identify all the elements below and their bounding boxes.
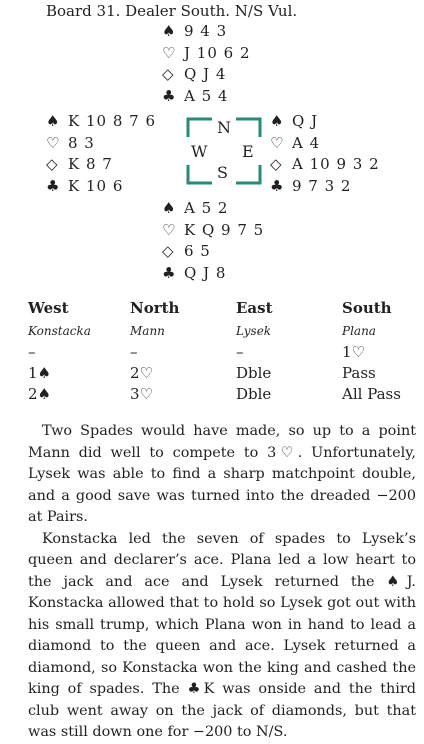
east-hearts: A 4 bbox=[292, 133, 321, 152]
auction-bid: 1♠ bbox=[28, 364, 51, 382]
west-hand bbox=[46, 111, 156, 197]
commentary-paragraph: Konstacka led the seven of spades to Lysek’s queen and declarer’s ace. Plana led a low heart to the jack and ace and Lysek returned the ♠J. Konstacka allowed that to hold so Lysek got out with his small trump, which Plana won in hand to lead a diamond to the queen and ace. Lysek returned a diamond, so Konstacka won the king and cashed the king of spades. The ♣K was onside and the third club went away on the jack of diamonds, but that was still down one for −200 to N/S. bbox=[28, 530, 416, 740]
compass-diagram bbox=[186, 117, 262, 185]
auction-seat: East bbox=[236, 299, 273, 317]
auction-bid: – bbox=[28, 343, 36, 361]
west-hearts: 8 3 bbox=[68, 133, 95, 152]
west-spades: K 10 8 7 6 bbox=[68, 112, 156, 130]
auction-bid: Pass bbox=[342, 364, 376, 382]
diamond-icon: ◇ bbox=[270, 155, 283, 174]
auction-player: Mann bbox=[130, 324, 165, 338]
compass-bracket bbox=[236, 119, 260, 137]
compass-west: W bbox=[191, 142, 208, 161]
north-diamonds: Q J 4 bbox=[184, 65, 227, 84]
spade-icon: ♠ bbox=[162, 199, 177, 217]
auction-bid: 3♡ bbox=[130, 385, 153, 403]
auction-bid: 2♠ bbox=[28, 385, 51, 403]
compass-bracket bbox=[188, 165, 212, 183]
auction-bid: 2♡ bbox=[130, 364, 153, 382]
north-spades: 9 4 3 bbox=[184, 22, 228, 40]
spade-icon: ♠ bbox=[46, 112, 61, 130]
south-diamonds: 6 5 bbox=[184, 242, 211, 261]
diamond-icon: ◇ bbox=[162, 65, 175, 84]
west-diamonds: K 8 7 bbox=[68, 155, 113, 174]
auction-column-north bbox=[130, 296, 179, 405]
spade-icon: ♠ bbox=[162, 22, 177, 40]
auction-player: Konstacka bbox=[28, 324, 91, 338]
east-diamonds: A 10 9 3 2 bbox=[292, 155, 380, 174]
heart-icon: ♡ bbox=[162, 43, 177, 62]
south-clubs: Q J 8 bbox=[184, 263, 227, 282]
compass-north: N bbox=[217, 118, 231, 137]
south-hearts: K Q 9 7 5 bbox=[184, 220, 265, 239]
board-title: Board 31. Dealer South. N/S Vul. bbox=[46, 2, 298, 20]
commentary bbox=[28, 421, 416, 744]
auction-bid: All Pass bbox=[342, 385, 401, 403]
auction-bid: – bbox=[236, 343, 244, 361]
compass-bracket bbox=[188, 119, 212, 137]
auction-seat: South bbox=[342, 299, 392, 317]
auction-column-west bbox=[28, 296, 91, 405]
diamond-icon: ◇ bbox=[46, 155, 59, 174]
club-icon: ♣ bbox=[162, 263, 177, 282]
club-icon: ♣ bbox=[162, 86, 177, 105]
south-spades: A 5 2 bbox=[184, 199, 229, 217]
auction-bid: Dble bbox=[236, 385, 272, 403]
auction-player: Lysek bbox=[236, 324, 272, 338]
auction-column-east bbox=[236, 296, 273, 405]
auction-bid: 1♡ bbox=[342, 343, 365, 361]
east-spades: Q J bbox=[292, 112, 319, 130]
heart-icon: ♡ bbox=[46, 133, 61, 152]
compass-bracket bbox=[236, 165, 260, 183]
auction-seat: North bbox=[130, 299, 180, 317]
east-hand bbox=[270, 111, 380, 197]
diamond-icon: ◇ bbox=[162, 242, 175, 261]
club-icon: ♣ bbox=[46, 176, 61, 195]
east-clubs: 9 7 3 2 bbox=[292, 176, 352, 195]
compass-east: E bbox=[242, 142, 254, 161]
north-clubs: A 5 4 bbox=[184, 86, 229, 105]
heart-icon: ♡ bbox=[162, 220, 177, 239]
north-hearts: J 10 6 2 bbox=[184, 43, 251, 62]
auction-player: Plana bbox=[342, 324, 376, 338]
auction-bid: Dble bbox=[236, 364, 272, 382]
commentary-paragraph: Two Spades would have made, so up to a point Mann did well to compete to 3♡. Unfortunately, Lysek was able to find a sharp matchpoint double, and a good save was turned into the dreaded −200 at Pairs. bbox=[28, 423, 416, 525]
south-hand bbox=[162, 198, 264, 284]
club-icon: ♣ bbox=[270, 176, 285, 195]
spade-icon: ♠ bbox=[270, 112, 285, 130]
west-clubs: K 10 6 bbox=[68, 176, 124, 195]
heart-icon: ♡ bbox=[270, 133, 285, 152]
auction-column-south bbox=[342, 296, 401, 405]
north-hand bbox=[162, 21, 251, 107]
auction-seat: West bbox=[28, 299, 69, 317]
auction-bid: – bbox=[130, 343, 138, 361]
compass-south: S bbox=[217, 163, 228, 182]
